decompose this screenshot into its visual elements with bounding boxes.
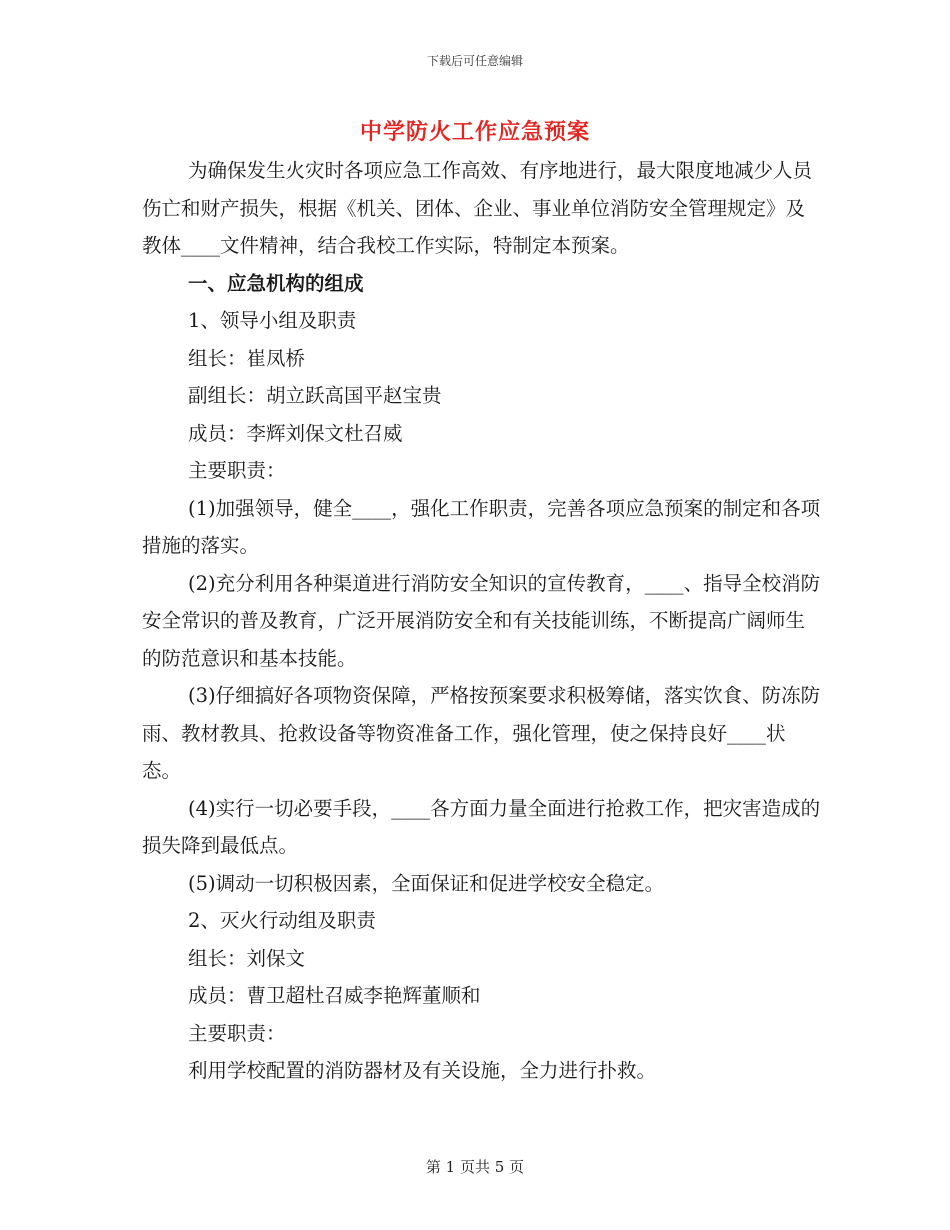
- page-footer-number: 第 1 页共 5 页: [425, 1158, 525, 1176]
- duty-item: (2)充分利用各种渠道进行消防安全知识的宣传教育，____、指导全校消防安全常识的普及教育，广泛开展消防安全和有关技能训练，不断提高广阔师生的防范意识和基本技能。: [142, 571, 821, 670]
- document-body: [142, 152, 822, 1090]
- duty-item: (1)加强领导，健全____，强化工作职责，完善各项应急预案的制定和各项措施的落实。: [142, 496, 821, 557]
- subsection-heading: 2、灭火行动组及职责: [188, 909, 376, 932]
- deputy-leader-line: 副组长：胡立跃高国平赵宝贵: [188, 384, 442, 407]
- members-line: 成员：李辉刘保文杜召威: [188, 421, 403, 445]
- duty-item: (4)实行一切必要手段，____各方面力量全面进行抢救工作，把灾害造成的损失降到最低点。: [142, 796, 821, 857]
- intro-paragraph: 为确保发生火灾时各项应急工作高效、有序地进行，最大限度地减少人员伤亡和财产损失，根据《机关、团体、企业、事业单位消防安全管理规定》及教体____文件精神，结合我校工作实际，特制定本预案。: [142, 159, 813, 257]
- members-line: 成员：曹卫超杜召威李艳辉董顺和: [188, 984, 481, 1007]
- section-heading: 一、应急机构的组成: [188, 271, 364, 295]
- team-leader-line: 组长：崔凤桥: [188, 346, 306, 370]
- duty-item: (3)仔细搞好各项物资保障，严格按预案要求积极筹储，落实饮食、防冻防雨、教材教具、抢救设备等物资准备工作，强化管理，使之保持良好____状态。: [142, 684, 821, 782]
- page-header-note: 下载后可任意编辑: [426, 54, 523, 68]
- duties-label: 主要职责：: [188, 1021, 286, 1045]
- duties-label: 主要职责：: [188, 459, 286, 482]
- document-title: 中学防火工作应急预案: [359, 119, 590, 145]
- subsection-heading: 1、领导小组及职责: [188, 309, 357, 332]
- duty-item: (5)调动一切积极因素，全面保证和促进学校安全稳定。: [188, 871, 665, 895]
- team-leader-line: 组长：刘保文: [188, 946, 306, 970]
- duty-item: 利用学校配置的消防器材及有关设施，全力进行扑救。: [188, 1059, 657, 1082]
